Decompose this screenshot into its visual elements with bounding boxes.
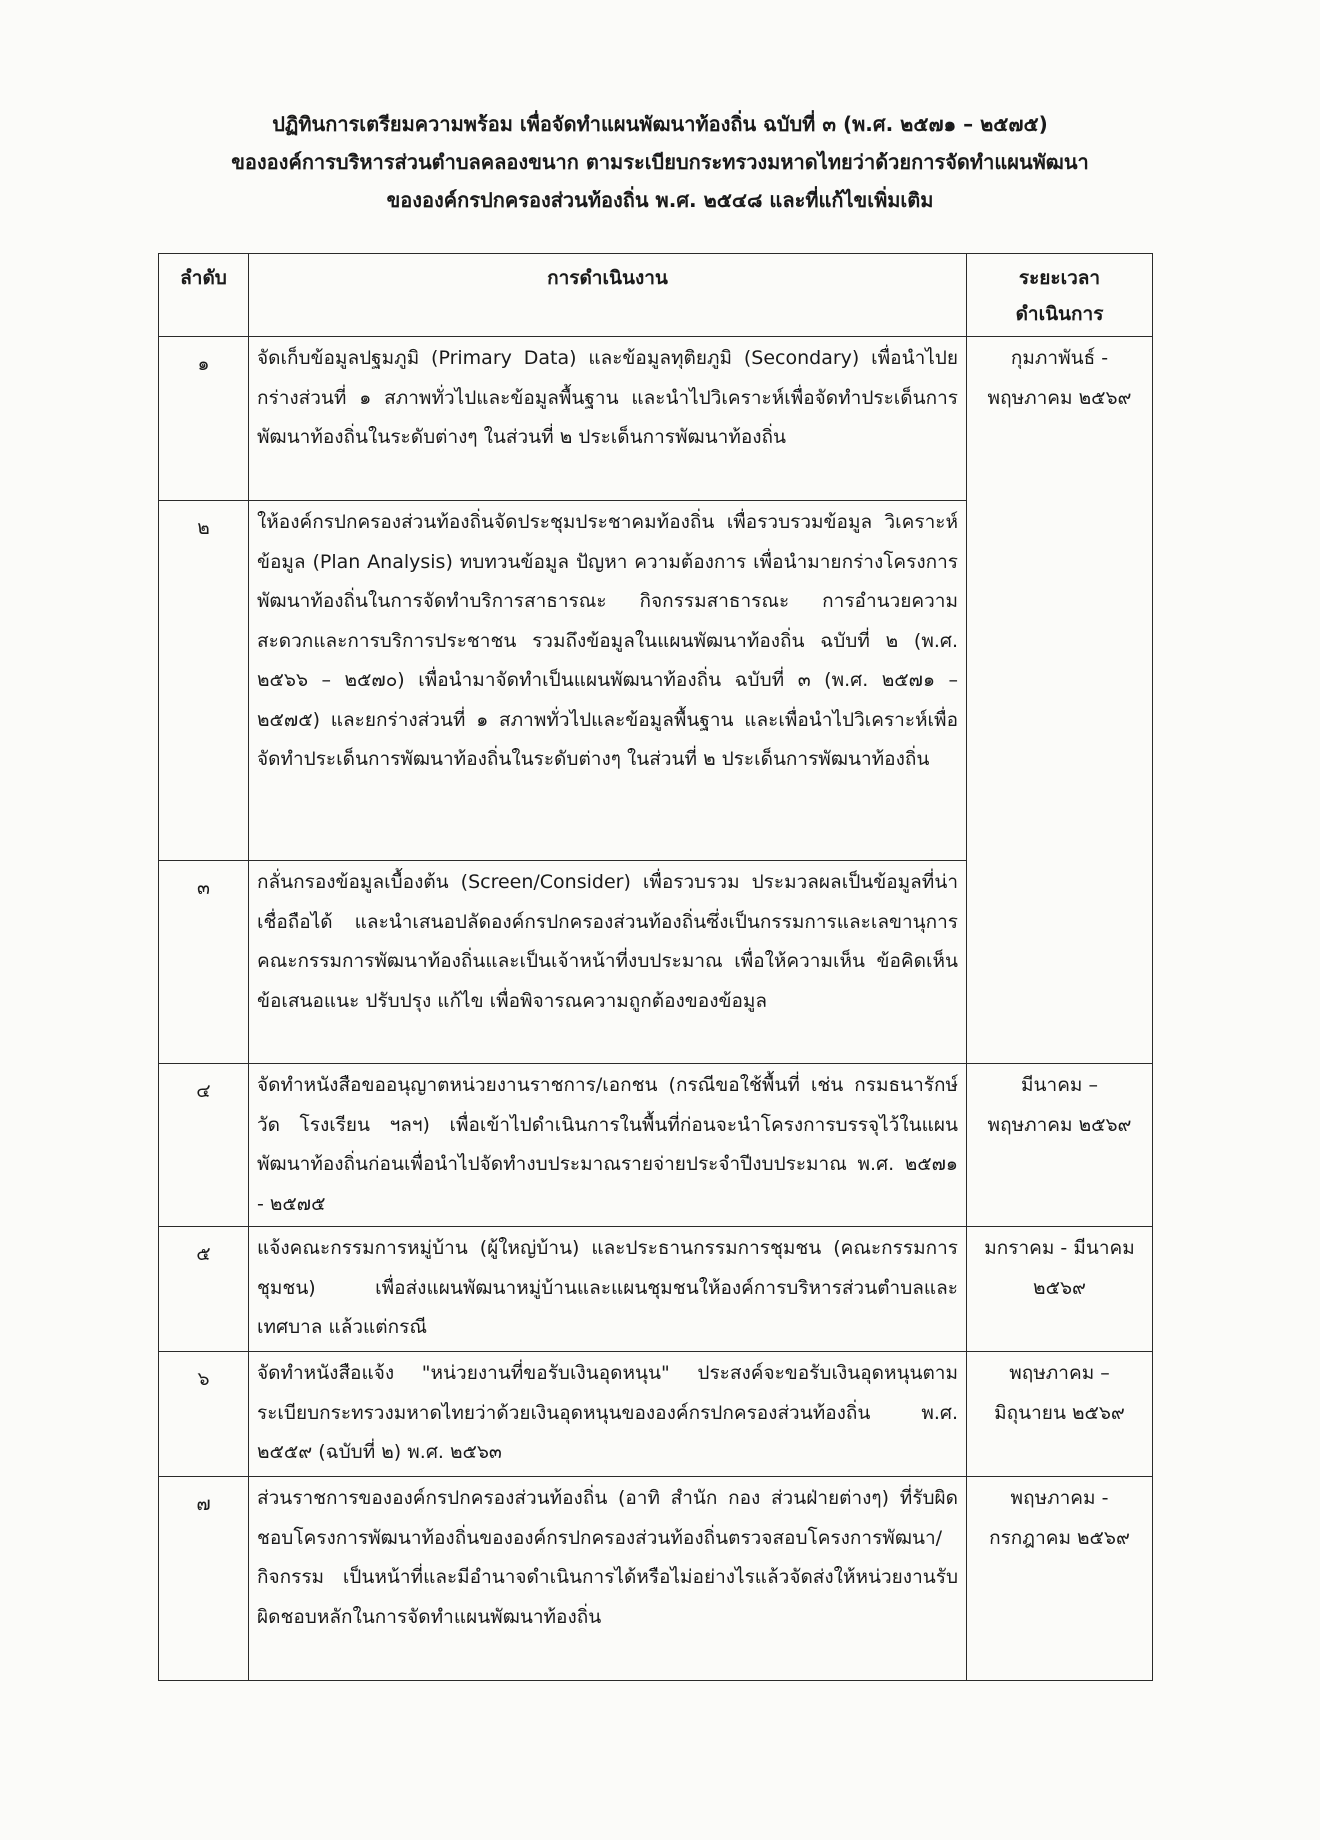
task-cell — [249, 1064, 967, 1227]
preparation-calendar-table — [158, 253, 1153, 1681]
row-number-cell — [159, 1064, 249, 1227]
period-cell — [967, 501, 1153, 861]
table-row — [159, 501, 1153, 861]
period-line2: มิถุนายน ๒๕๖๙ — [994, 1401, 1125, 1424]
row-number-cell — [159, 1352, 249, 1477]
task-text: ส่วนราชการขององค์กรปกครองส่วนท้องถิ่น (อาทิ สำนัก กอง ส่วนฝ่ายต่างๆ) ที่รับผิดชอบโครงการพัฒนาท้องถิ่นขององค์กรปกครองส่วนท้องถิ่นตรวจสอบโครงการพัฒนา/กิจกรรม เป็นหน้าที่และมีอำนาจดำเนินการได้หรือไม่อย่างไรแล้วจัดส่งให้หน่วยงานรับผิดชอบหลักในการจัดทำแผนพัฒนาท้องถิ่น — [257, 1487, 958, 1628]
table-row — [159, 1227, 1153, 1352]
row-number-cell — [159, 1227, 249, 1352]
task-text: จัดทำหนังสือขออนุญาตหน่วยงานราชการ/เอกชน (กรณีขอใช้พื้นที่ เช่น กรมธนารักษ์ วัด โรงเรียน ฯลฯ) เพื่อเข้าไปดำเนินการในพื้นที่ก่อนจะนำโครงการบรรจุไว้ในแผนพัฒนาท้องถิ่นก่อนเพื่อนำไปจัดทำงบประมาณรายจ่ายประจำปีงบประมาณ พ.ศ. ๒๕๗๑ - ๒๕๗๕ — [257, 1074, 958, 1215]
task-text: ให้องค์กรปกครองส่วนท้องถิ่นจัดประชุมประชาคมท้องถิ่น เพื่อรวบรวมข้อมูล วิเคราะห์ข้อมูล (Plan Analysis) ทบทวนข้อมูล ปัญหา ความต้องการ เพื่อนำมายกร่างโครงการพัฒนาท้องถิ่นในการจัดทำบริการสาธารณะ กิจกรรมสาธารณะ การอำนวยความสะดวกและการบริการประชาชน รวมถึงข้อมูลในแผนพัฒนาท้องถิ่น ฉบับที่ ๒ (พ.ศ. ๒๕๖๖ – ๒๕๗๐) เพื่อนำมาจัดทำเป็นแผนพัฒนาท้องถิ่น ฉบับที่ ๓ (พ.ศ. ๒๕๗๑ – ๒๕๗๕) และยกร่างส่วนที่ ๑ สภาพทั่วไปและข้อมูลพื้นฐาน และเพื่อนำไปวิเคราะห์เพื่อจัดทำประเด็นการพัฒนาท้องถิ่นในระดับต่างๆ ในส่วนที่ ๒ ประเด็นการพัฒนาท้องถิ่น — [257, 511, 958, 770]
task-cell — [249, 501, 967, 861]
table-row — [159, 1064, 1153, 1227]
row-number-cell — [159, 1477, 249, 1681]
period-line1: มกราคม - มีนาคม — [984, 1237, 1135, 1259]
period-line1: พฤษภาคม – — [1009, 1362, 1110, 1384]
header-period-line2: ดำเนินการ — [1015, 303, 1104, 325]
header-no-label: ลำดับ — [180, 267, 227, 289]
table-row — [159, 861, 1153, 1064]
title-line-3: ขององค์กรปกครองส่วนท้องถิ่น พ.ศ. ๒๕๔๘ และที่แก้ไขเพิ่มเติม — [386, 188, 934, 212]
period-cell — [967, 861, 1153, 1064]
task-cell — [249, 1227, 967, 1352]
row-number-cell — [159, 501, 249, 861]
table-row — [159, 1352, 1153, 1477]
title-line-2: ขององค์การบริหารส่วนตำบลคลองขนาก ตามระเบียบกระทรวงมหาดไทยว่าด้วยการจัดทำแผนพัฒนา — [231, 150, 1089, 174]
task-text: จัดเก็บข้อมูลปฐมภูมิ (Primary Data) และข้อมูลทุติยภูมิ (Secondary) เพื่อนำไปยกร่างส่วนที่ ๑ สภาพทั่วไปและข้อมูลพื้นฐาน และนำไปวิเคราะห์เพื่อจัดทำประเด็นการพัฒนาท้องถิ่นในระดับต่างๆ ในส่วนที่ ๒ ประเด็นการพัฒนาท้องถิ่น — [257, 347, 958, 448]
task-cell — [249, 1352, 967, 1477]
table-row — [159, 1477, 1153, 1681]
period-line2: กรกฎาคม ๒๕๖๙ — [989, 1526, 1130, 1549]
row-number: ๗ — [196, 1493, 211, 1515]
task-cell — [249, 1477, 967, 1681]
period-cell — [967, 1064, 1153, 1227]
header-task-label: การดำเนินงาน — [547, 267, 668, 289]
task-text: แจ้งคณะกรรมการหมู่บ้าน (ผู้ใหญ่บ้าน) และประธานกรรมการชุมชน (คณะกรรมการชุมชน) เพื่อส่งแผนพัฒนาหมู่บ้านและแผนชุมชนให้องค์การบริหารส่วนตำบลและเทศบาล แล้วแต่กรณี — [257, 1237, 958, 1338]
period-cell — [967, 1352, 1153, 1477]
document-title — [60, 105, 1260, 219]
header-no — [159, 254, 249, 337]
period-line1: มีนาคม – — [1021, 1074, 1098, 1096]
table-row — [159, 337, 1153, 501]
row-number: ๖ — [197, 1368, 210, 1390]
period-cell — [967, 1477, 1153, 1681]
task-text: กลั่นกรองข้อมูลเบื้องต้น (Screen/Consider) เพื่อรวบรวม ประมวลผลเป็นข้อมูลที่น่าเชื่อถือได้ และนำเสนอปลัดองค์กรปกครองส่วนท้องถิ่นซึ่งเป็นกรรมการและเลขานุการคณะกรรมการพัฒนาท้องถิ่นและเป็นเจ้าหน้าที่งบประมาณ เพื่อให้ความเห็น ข้อคิดเห็น ข้อเสนอแนะ ปรับปรุง แก้ไข เพื่อพิจารณความถูกต้องของข้อมูล — [257, 871, 958, 1012]
task-text: จัดทำหนังสือแจ้ง "หน่วยงานที่ขอรับเงินอุดหนุน" ประสงค์จะขอรับเงินอุดหนุนตามระเบียบกระทรวงมหาดไทยว่าด้วยเงินอุดหนุนขององค์กรปกครองส่วนท้องถิ่น พ.ศ. ๒๕๕๙ (ฉบับที่ ๒) พ.ศ. ๒๕๖๓ — [257, 1362, 958, 1463]
header-period-line1: ระยะเวลา — [1018, 267, 1101, 289]
period-line1: กุมภาพันธ์ - — [1010, 347, 1109, 369]
period-line2: พฤษภาคม ๒๕๖๙ — [987, 386, 1132, 409]
period-line1: พฤษภาคม - — [1010, 1487, 1109, 1509]
header-period — [967, 254, 1153, 337]
row-number-cell — [159, 337, 249, 501]
row-number: ๒ — [197, 517, 210, 539]
period-cell — [967, 337, 1153, 501]
task-cell — [249, 861, 967, 1064]
title-line-1: ปฏิทินการเตรียมความพร้อม เพื่อจัดทำแผนพัฒนาท้องถิ่น ฉบับที่ ๓ (พ.ศ. ๒๕๗๑ – ๒๕๗๕) — [272, 112, 1048, 136]
period-line2: พฤษภาคม ๒๕๖๙ — [987, 1113, 1132, 1136]
table-header-row — [159, 254, 1153, 337]
row-number-cell — [159, 861, 249, 1064]
row-number: ๑ — [197, 353, 210, 375]
period-line2: ๒๕๖๙ — [1033, 1276, 1086, 1299]
period-cell — [967, 1227, 1153, 1352]
row-number: ๕ — [196, 1243, 211, 1265]
header-task — [249, 254, 967, 337]
row-number: ๔ — [196, 1080, 211, 1102]
task-cell — [249, 337, 967, 501]
row-number: ๓ — [197, 877, 210, 899]
